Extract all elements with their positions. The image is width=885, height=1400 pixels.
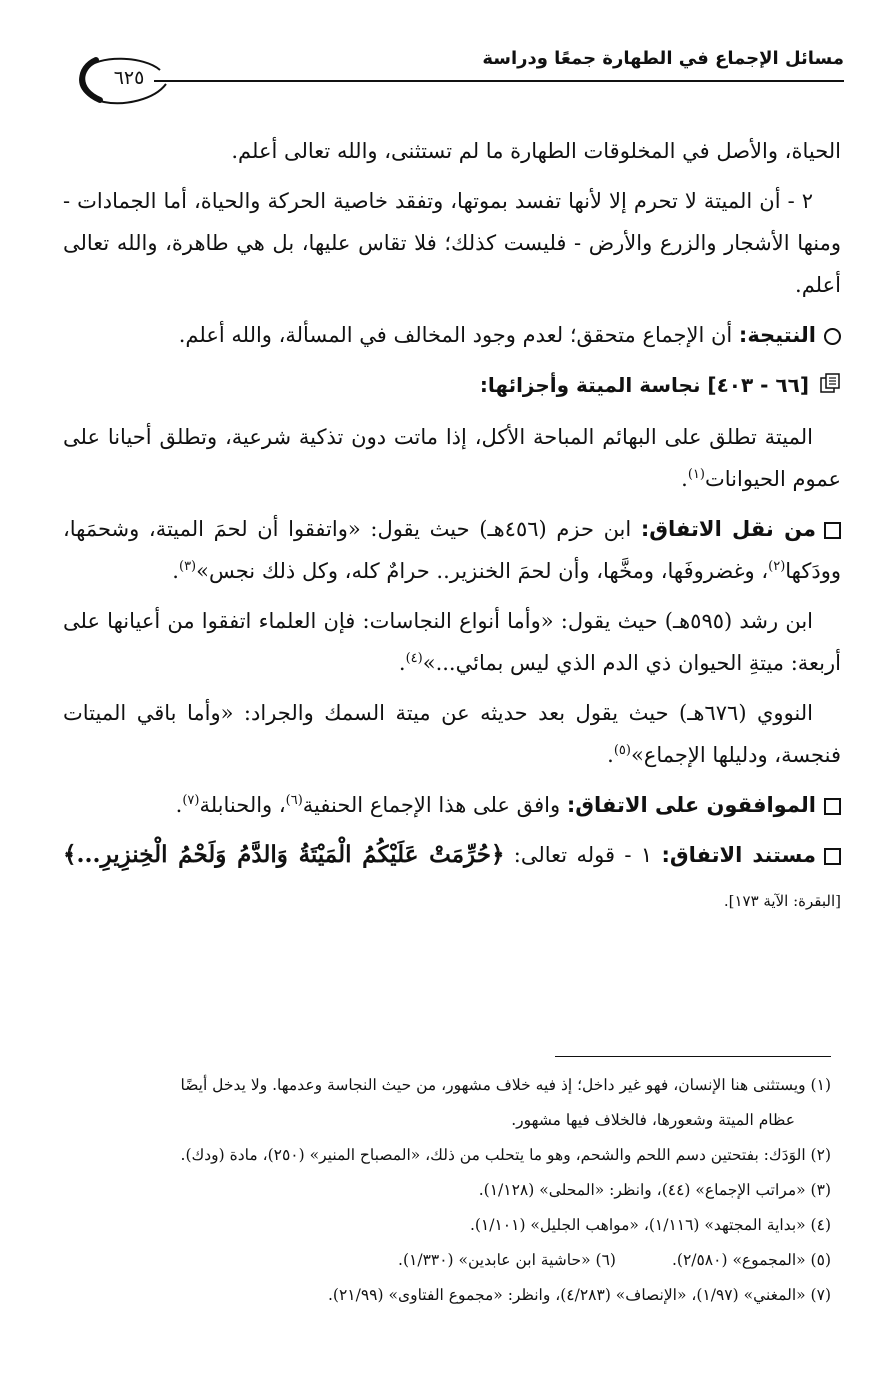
- agreeing-text-cont: ، والحنابلة: [199, 792, 286, 817]
- page-header: [74, 40, 844, 100]
- footnote-ref: (٦): [285, 792, 303, 808]
- footnote-ref: (٤): [405, 650, 423, 666]
- footnote-ref: (١): [687, 466, 705, 482]
- footnote-separator: [555, 1056, 831, 1057]
- footnote-6: (٦) «حاشية ابن عابدين» (١/٣٣٠).: [398, 1251, 616, 1269]
- section-heading-text: [٦٦ - ٤٠٣] نجاسة الميتة وأجزائها:: [479, 373, 809, 397]
- paragraph-second-reason: ٢ - أن الميتة لا تحرم إلا لأنها تفسد بموتها، وتفقد خاصية الحركة والحياة، أما الجمادات - ومنها الأشجار والزرع والأرض - فليست كذلك؛ فلا تقاس عليها، بل هي طاهرة، والله تعالى أعلم.: [63, 189, 841, 297]
- footnote-7: (٧) «المغني» (١/٩٧)، «الإنصاف» (٤/٢٨٣)، وانظر: «مجموع الفتاوى» (٢١/٩٩).: [327, 1286, 831, 1304]
- documents-icon: [819, 366, 841, 408]
- running-title: مسائل الإجماع في الطهارة جمعًا ودراسة: [482, 48, 844, 69]
- quran-verse: ﴿حُرِّمَتْ عَلَيْكُمُ الْمَيْتَةُ وَالدَّمُ وَلَحْمُ الْخِنزِيرِ...﴾: [63, 840, 505, 868]
- basis-text: ١ - قوله تعالى:: [504, 842, 662, 867]
- nawawi-quote: النووي (٦٧٦هـ) حيث يقول بعد حديثه عن ميتة السمك والجراد: «وأما باقي الميتات فنجسة، ودليلها الإجماع»: [63, 700, 841, 767]
- main-text: [63, 130, 841, 930]
- circle-bullet-icon: [824, 328, 841, 345]
- footnote-ref: (٧): [182, 792, 200, 808]
- ibn-rushd-paragraph: [63, 600, 841, 684]
- definition-paragraph: [63, 416, 841, 500]
- header-rule: [154, 80, 844, 82]
- result-text: أن الإجماع متحقق؛ لعدم وجود المخالف في المسألة، والله أعلم.: [178, 323, 739, 347]
- punctuation: .: [175, 792, 183, 817]
- footnote-1-continued: عظام الميتة وشعورها، فالخلاف فيها مشهور.: [511, 1111, 795, 1129]
- nawawi-paragraph: [63, 692, 841, 776]
- basis-paragraph: [63, 834, 841, 922]
- punctuation: .: [172, 558, 179, 583]
- consensus-transmitters-paragraph: [63, 508, 841, 592]
- definition-text: الميتة تطلق على البهائم المباحة الأكل، إذا ماتت دون تذكية شرعية، وتطلق أحيانا على عموم الحيوانات: [63, 424, 841, 491]
- page-number: ٦٢٥: [113, 67, 145, 89]
- footnote-ref: (٢): [768, 558, 786, 574]
- paragraph-continuation: الحياة، والأصل في المخلوقات الطهارة ما لم تستثنى، والله تعالى أعلم.: [231, 139, 841, 163]
- result-paragraph: [63, 314, 841, 356]
- footnote-5: (٥) «المجموع» (٢/٥٨٠).: [671, 1251, 831, 1269]
- square-bullet-icon: [824, 848, 841, 865]
- page-number-badge: [74, 50, 170, 106]
- agreeing-paragraph: [63, 784, 841, 826]
- square-bullet-icon: [824, 522, 841, 539]
- ibn-hazm-quote-cont: ، وغضروفَها، ومخَّها، وأن لحمَ الخنزير.. حرامٌ كله، وكل ذلك نجس»: [196, 558, 769, 583]
- square-bullet-icon: [824, 798, 841, 815]
- punctuation: .: [681, 466, 688, 491]
- agreeing-label: الموافقون على الاتفاق:: [566, 792, 816, 817]
- basis-label: مستند الاتفاق:: [661, 842, 816, 867]
- result-label: النتيجة:: [738, 323, 816, 347]
- agreeing-text: وافق على هذا الإجماع الحنفية: [302, 792, 567, 817]
- verse-reference: [البقرة: الآية ١٧٣].: [723, 891, 841, 910]
- section-heading: [63, 364, 841, 408]
- footnote-1: (١) ويستثنى هنا الإنسان، فهو غير داخل؛ إذ فيه خلاف مشهور، من حيث النجاسة وعدمها. ولا يدخل أيضًا: [180, 1076, 831, 1094]
- footnotes: [51, 1068, 831, 1313]
- footnote-row-5-6: [51, 1243, 831, 1278]
- ibn-rushd-quote: ابن رشد (٥٩٥هـ) حيث يقول: «وأما أنواع النجاسات: فإن العلماء اتفقوا من أعيانها على أربعة: ميتةِ الحيوان ذي الدم الذي ليس بمائي...»: [63, 608, 841, 675]
- footnote-4: (٤) «بداية المجتهد» (١/١١٦)، «مواهب الجليل» (١/١٠١).: [469, 1216, 831, 1234]
- footnote-ref: (٣): [178, 558, 197, 574]
- punctuation: .: [398, 650, 406, 675]
- transmitters-label: من نقل الاتفاق:: [640, 516, 816, 541]
- footnote-3: (٣) «مراتب الإجماع» (٤٤)، وانظر: «المحلى» (١/١٢٨).: [478, 1181, 831, 1199]
- punctuation: .: [607, 742, 614, 767]
- ibn-hazm-quote: ابن حزم (٤٥٦هـ) حيث يقول: «واتفقوا أن لحمَ الميتة، وشحمَها، وودَكها: [63, 516, 841, 583]
- footnote-2: (٢) الوَدَك: بفتحتين دسم اللحم والشحم، وهو ما يتحلب من ذلك، «المصباح المنير» (٢٥٠)، مادة (ودك).: [180, 1146, 831, 1164]
- footnote-ref: (٥): [613, 742, 631, 758]
